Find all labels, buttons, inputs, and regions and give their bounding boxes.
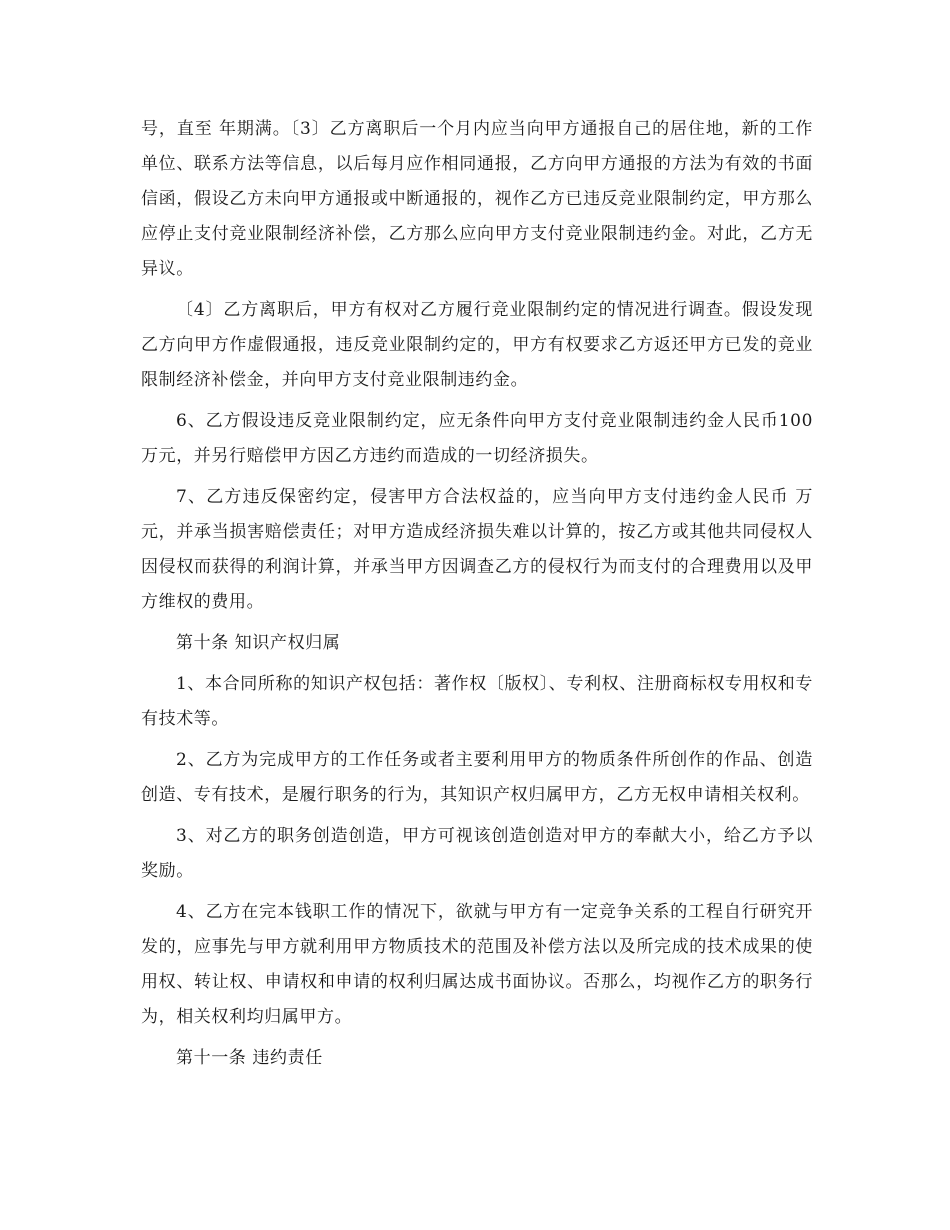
paragraph-ip-clause-1: 1、本合同所称的知识产权包括：著作权〔版权〕、专利权、注册商标权专用权和专有技术等。 [141, 674, 813, 729]
section-heading-article-10: 第十条 知识产权归属 [176, 633, 341, 653]
paragraph-non-compete-investigation: 〔4〕乙方离职后，甲方有权对乙方履行竞业限制约定的情况进行调查。假设发现乙方向甲方作虚假通报，违反竞业限制约定的，甲方有权要求乙方返还甲方已发的竞业限制经济补偿金，并向甲方支付竞业限制违约金。 [141, 300, 813, 390]
section-heading-article-11: 第十一条 违约责任 [176, 1048, 323, 1068]
paragraph-clause-7: 7、乙方违反保密约定，侵害甲方合法权益的，应当向甲方支付违约金人民币 万元，并承当损害赔偿责任；对甲方造成经济损失难以计算的，按乙方或其他共同侵权人因侵权而获得的利润计算，并承当甲方因调查乙方的侵权行为而支付的合理费用以及甲方维权的费用。 [141, 487, 813, 612]
document-page [141, 112, 813, 1082]
paragraph-ip-clause-2: 2、乙方为完成甲方的工作任务或者主要利用甲方的物质条件所创作的作品、创造创造、专有技术，是履行职务的行为，其知识产权归属甲方，乙方无权申请相关权利。 [141, 750, 813, 805]
paragraph-ip-clause-4: 4、乙方在完本钱职工作的情况下，欲就与甲方有一定竞争关系的工程自行研究开发的，应事先与甲方就利用甲方物质技术的范围及补偿方法以及所完成的技术成果的使用权、转让权、申请权和申请的权利归属达成书面协议。否那么，均视作乙方的职务行为，相关权利均归属甲方。 [141, 902, 813, 1027]
paragraph-ip-clause-3: 3、对乙方的职务创造创造，甲方可视该创造创造对甲方的奉献大小，给乙方予以奖励。 [141, 826, 813, 881]
paragraph-clause-6: 6、乙方假设违反竞业限制约定，应无条件向甲方支付竞业限制违约金人民币100万元，并另行赔偿甲方因乙方违约而造成的一切经济损失。 [141, 411, 813, 466]
paragraph-non-compete-reporting: 号，直至 年期满。〔3〕乙方离职后一个月内应当向甲方通报自己的居住地，新的工作单位、联系方法等信息，以后每月应作相同通报，乙方向甲方通报的方法为有效的书面信函，假设乙方未向甲方通报或中断通报的，视作乙方已违反竞业限制约定，甲方那么应停止支付竞业限制经济补偿，乙方那么应向甲方支付竞业限制违约金。对此，乙方无异议。 [141, 119, 813, 279]
